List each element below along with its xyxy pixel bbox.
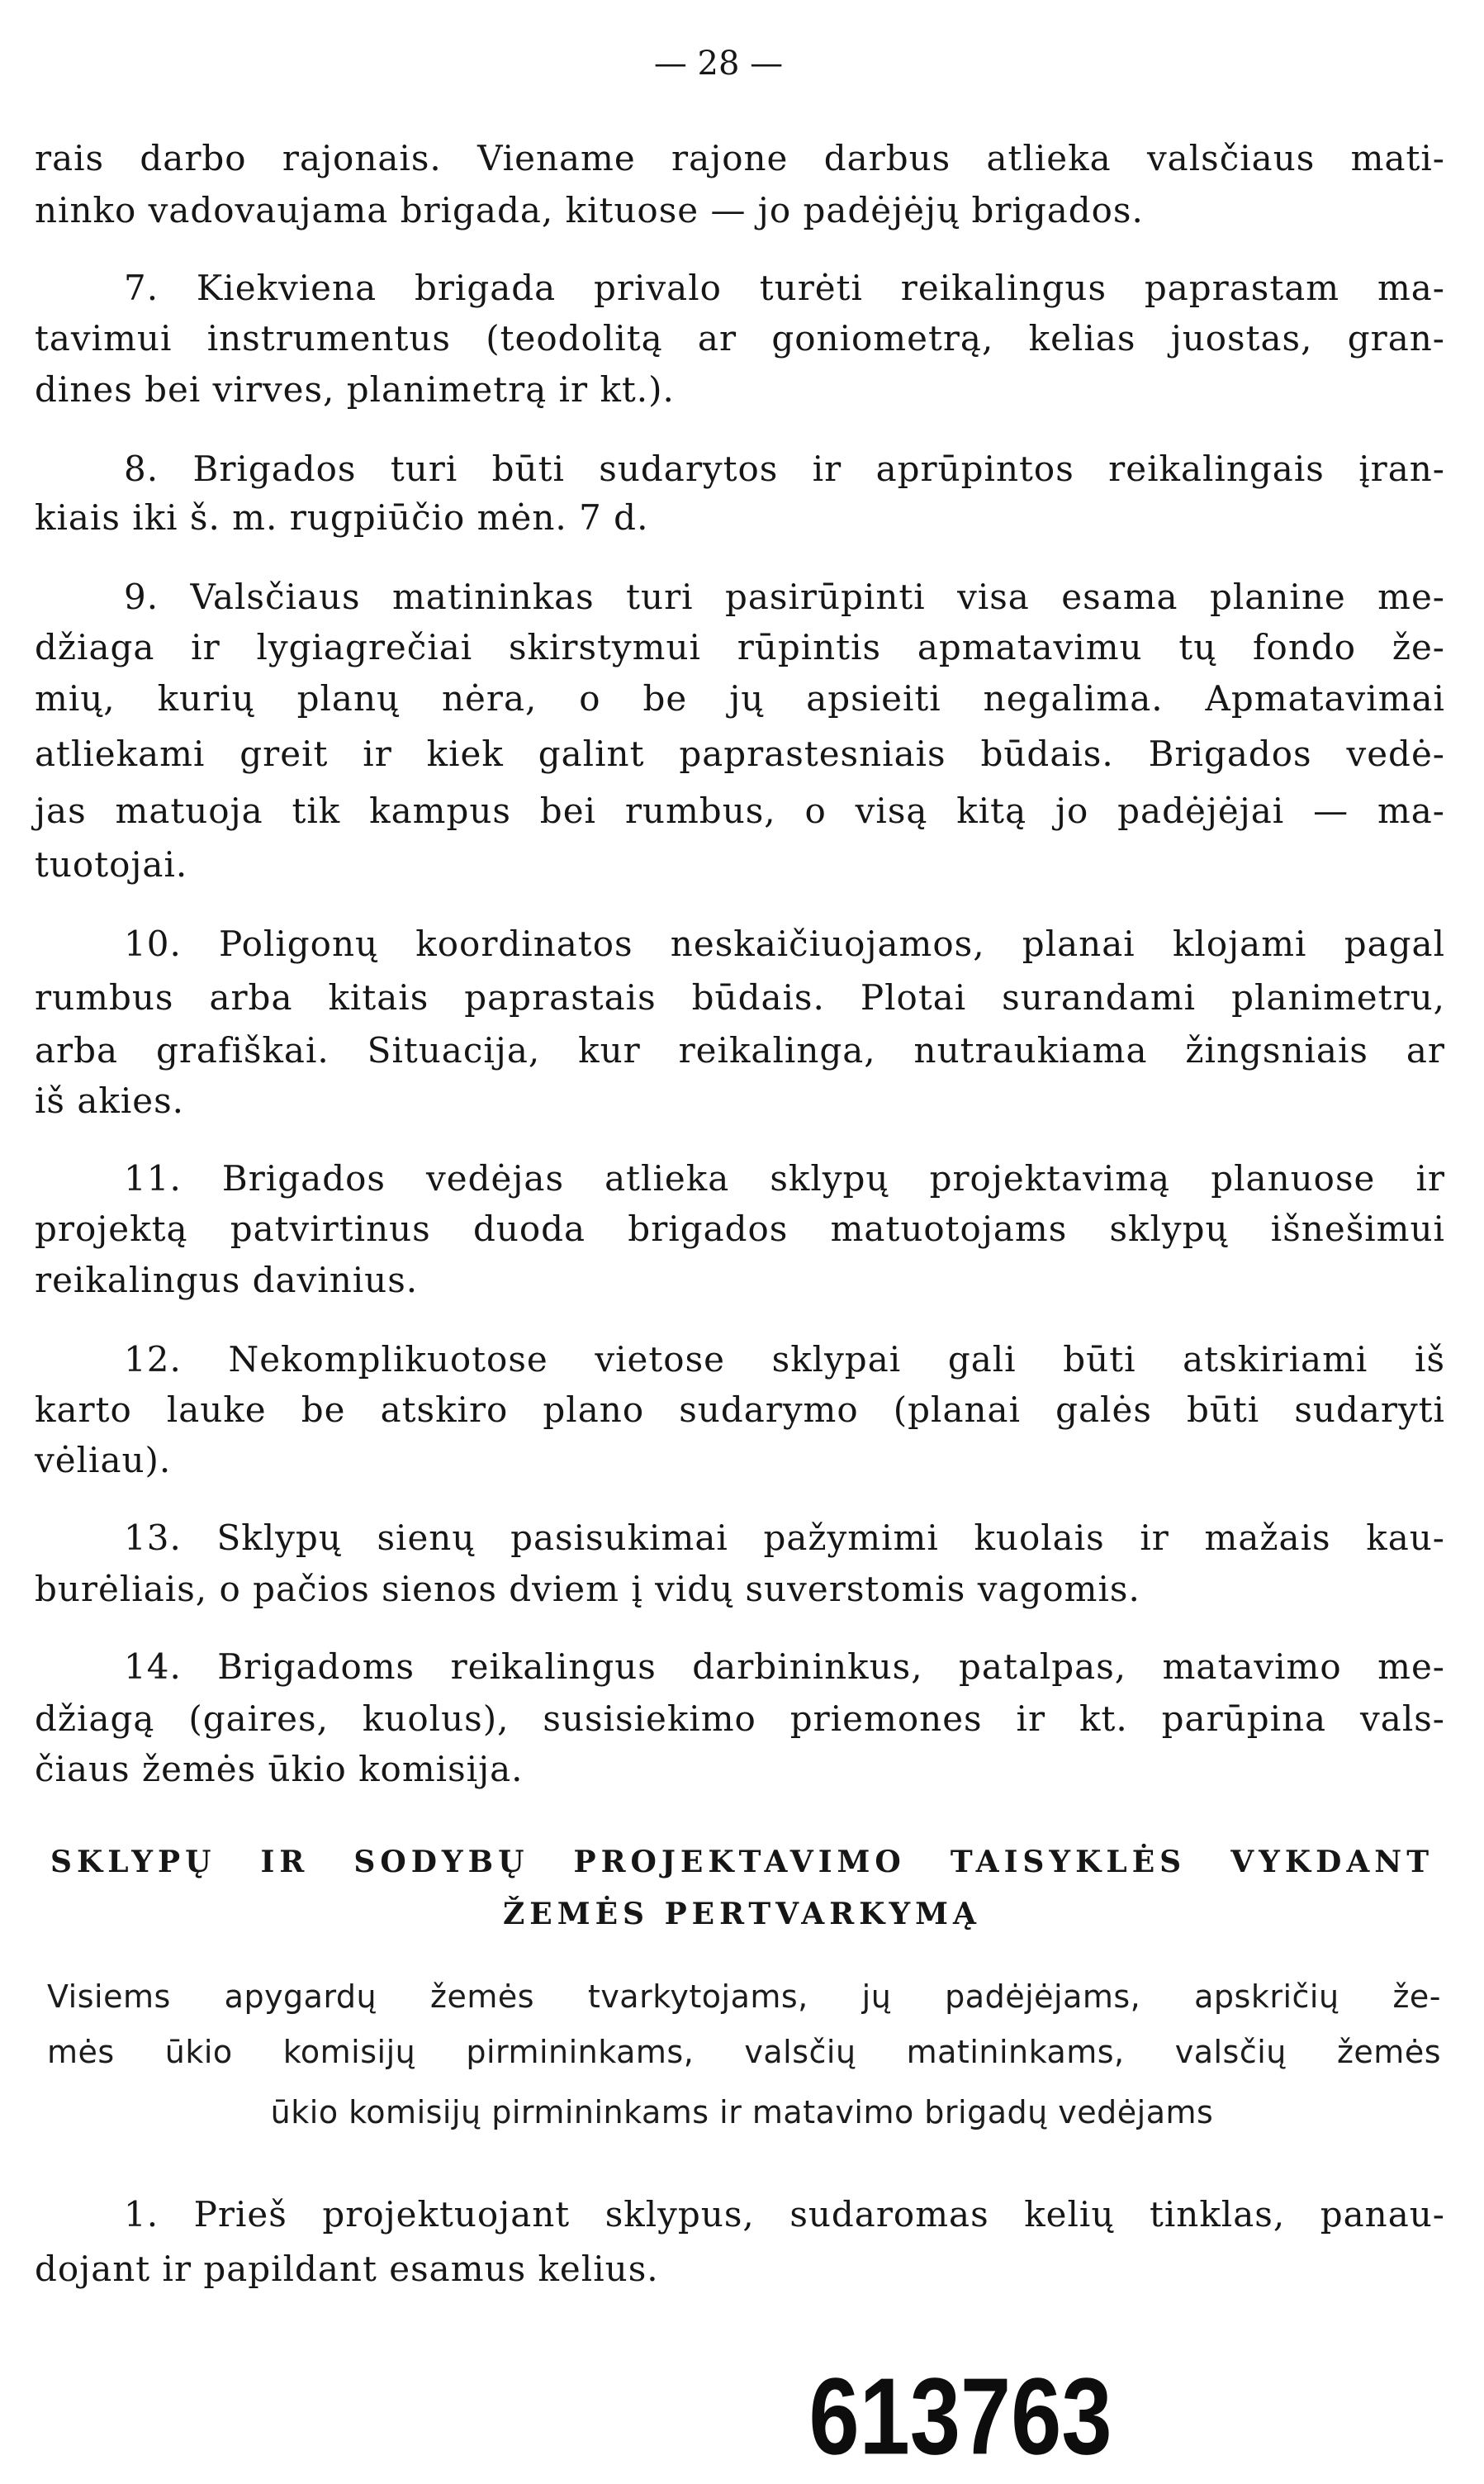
text-line: džiagą (gaires, kuolus), susisiekimo priemones ir kt. parūpina vals- (35, 1698, 1445, 1739)
text-line: 11. Brigados vedėjas atlieka sklypų projektavimą planuose ir (124, 1158, 1445, 1199)
addressees-line: ūkio komisijų pirmininkams ir matavimo brigadų vedėjams (270, 2094, 1214, 2130)
text-line: iš akies. (35, 1081, 185, 1121)
text-line: dines bei virves, planimetrą ir kt.). (35, 369, 675, 410)
text-line: 9. Valsčiaus matininkas turi pasirūpinti visa esama planine me- (124, 577, 1445, 617)
addressees-line: mės ūkio komisijų pirmininkams, valsčių matininkams, valsčių žemės (47, 2034, 1441, 2070)
page-number: — 28 — (653, 45, 784, 83)
text-line: dojant ir papildant esamus kelius. (35, 2249, 659, 2289)
heading-line: ŽEMĖS PERTVARKYMĄ (503, 1897, 981, 1931)
text-line: 10. Poligonų koordinatos neskaičiuojamos, planai klojami pagal (124, 924, 1445, 964)
text-line: 8. Brigados turi būti sudarytos ir aprūpintos reikalingais įran- (124, 449, 1445, 489)
text-line: karto lauke be atskiro plano sudarymo (planai galės būti sudaryti (35, 1389, 1445, 1430)
text-line: kiais iki š. m. rugpiūčio mėn. 7 d. (35, 497, 649, 538)
text-line: arba grafiškai. Situacija, kur reikalinga, nutraukiama žingsniais ar (35, 1030, 1445, 1071)
text-line: 13. Sklypų sienų pasisukimai pažymimi kuolais ir mažais kau- (124, 1517, 1445, 1558)
text-line: 12. Nekomplikuotose vietose sklypai gali būti atskiriami iš (124, 1339, 1445, 1380)
text-line: reikalingus davinius. (35, 1260, 419, 1300)
text-line: jas matuoja tik kampus bei rumbus, o visą kitą jo padėjėjai — ma- (35, 791, 1445, 831)
text-line: 7. Kiekviena brigada privalo turėti reikalingus paprastam ma- (124, 268, 1445, 308)
text-line: atliekami greit ir kiek galint paprastesniais būdais. Brigados vedė- (35, 734, 1445, 774)
text-line: mių, kurių planų nėra, o be jų apsieiti negalima. Apmatavimai (35, 678, 1445, 719)
text-line: tavimui instrumentus (teodolitą ar goniometrą, kelias juostas, gran- (35, 318, 1445, 359)
stamped-number: 613763 (808, 2355, 1112, 2478)
text-line: projektą patvirtinus duoda brigados matuotojams sklypų išnešimui (35, 1209, 1445, 1249)
text-line: čiaus žemės ūkio komisija. (35, 1749, 524, 1789)
text-line: 1. Prieš projektuojant sklypus, sudaromas kelių tinklas, panau- (124, 2194, 1445, 2235)
text-line: tuotojai. (35, 844, 188, 885)
text-line: ninko vadovaujama brigada, kituose — jo padėjėjų brigados. (35, 190, 1144, 230)
addressees-line: Visiems apygardų žemės tvarkytojams, jų padėjėjams, apskričių že- (47, 1978, 1441, 2015)
text-line: burėliais, o pačios sienos dviem į vidų suverstomis vagomis. (35, 1569, 1140, 1609)
text-line: džiaga ir lygiagrečiai skirstymui rūpintis apmatavimu tų fondo že- (35, 627, 1445, 667)
text-line: vėliau). (35, 1440, 172, 1480)
text-line: 14. Brigadoms reikalingus darbininkus, patalpas, matavimo me- (124, 1646, 1445, 1687)
text-line: rumbus arba kitais paprastais būdais. Plotai surandami planimetru, (35, 977, 1445, 1018)
text-line: rais darbo rajonais. Viename rajone darbus atlieka valsčiaus mati- (35, 138, 1445, 178)
heading-line: SKLYPŲ IR SODYBŲ PROJEKTAVIMO TAISYKLĖS VYKDANT (50, 1845, 1434, 1879)
